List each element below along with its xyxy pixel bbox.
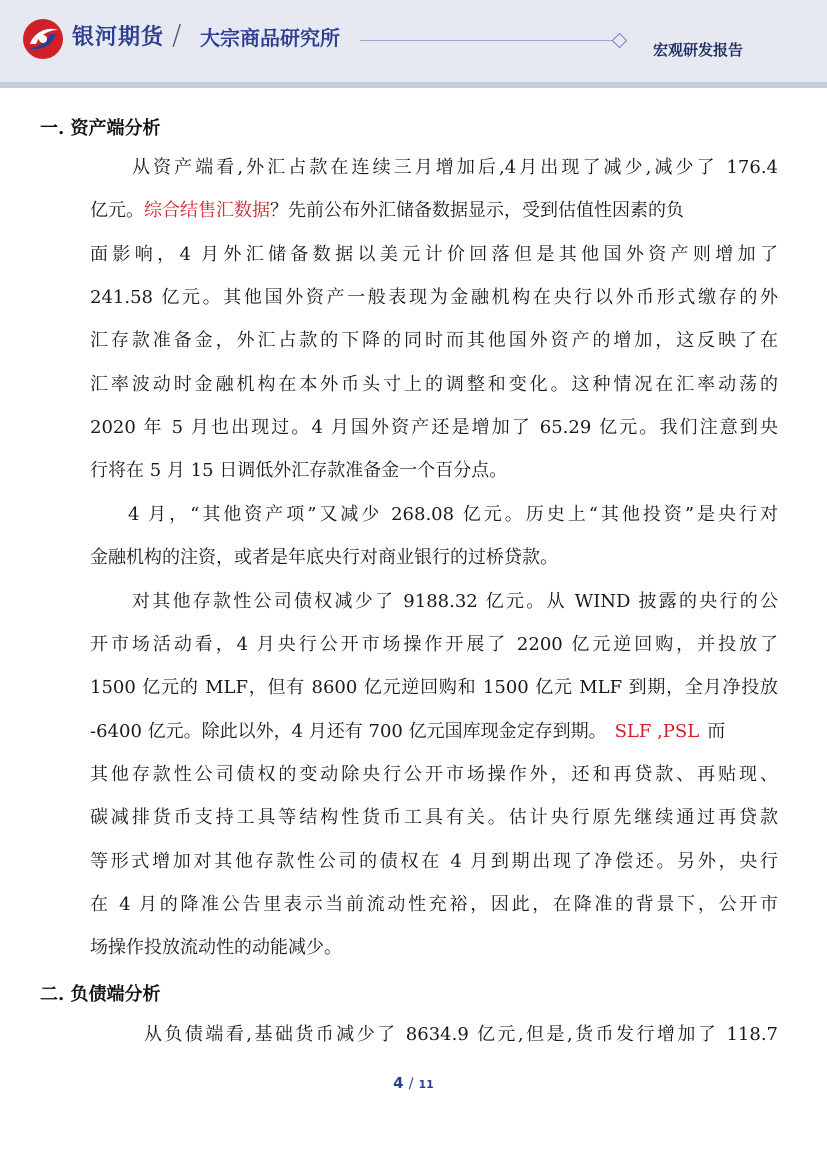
- highlight-term: SLF ,PSL: [614, 721, 700, 742]
- galaxy-futures-logo-icon: [22, 18, 64, 60]
- paragraph-line: 对其他存款性公司债权减少了 9188.32 亿元。从 WIND 披露的央行的公: [132, 591, 778, 612]
- institute-name: 大宗商品研究所: [200, 26, 340, 50]
- section-title-liabilities: 二. 负债端分析: [40, 984, 161, 1005]
- page-header: [0, 0, 827, 82]
- header-decor-line: [360, 40, 615, 41]
- paragraph-line: 面影响，4 月外汇储备数据以美元计价回落但是其他国外资产则增加了: [90, 244, 778, 265]
- paragraph-line: [90, 719, 778, 745]
- paragraph-line: 碳减排货币支持工具等结构性货币工具有关。估计央行原先继续通过再贷款: [90, 807, 778, 828]
- brand-name: 银河期货: [72, 25, 165, 50]
- diamond-icon: [612, 33, 628, 49]
- report-type: 宏观研发报告: [653, 41, 744, 59]
- section-title-assets: 一. 资产端分析: [40, 118, 161, 139]
- paragraph-line: 场操作投放流动性的动能减少。: [90, 937, 342, 958]
- highlight-term: 综合结售汇数据: [144, 200, 270, 221]
- text-span: -6400 亿元。除此以外，4 月还有 700 亿元国库现金定存到期。: [90, 721, 607, 742]
- current-page: 4: [393, 1074, 404, 1092]
- paragraph-line: 汇率波动时金融机构在本外币头寸上的调整和变化。这种情况在汇率动荡的: [90, 374, 778, 395]
- page-number: [0, 1073, 827, 1092]
- paragraph-line: 2020 年 5 月也出现过。4 月国外资产还是增加了 65.29 亿元。我们注意到央: [90, 417, 778, 438]
- text-span: 亿元。: [90, 200, 144, 221]
- paragraph-line: 等形式增加对其他存款性公司的债权在 4 月到期出现了净偿还。另外，央行: [90, 851, 778, 872]
- total-pages: 11: [418, 1078, 434, 1091]
- paragraph-line: 金融机构的注资，或者是年底央行对商业银行的过桥贷款。: [90, 547, 558, 568]
- paragraph-line: 从负债端看,基础货币减少了 8634.9 亿元,但是,货币发行增加了 118.7: [144, 1024, 778, 1045]
- paragraph-line: 241.58 亿元。其他国外资产一般表现为金融机构在央行以外币形式缴存的外: [90, 287, 778, 308]
- header-separator: /: [172, 18, 182, 51]
- text-span: ？先前公布外汇储备数据显示，受到估值性因素的负: [270, 200, 684, 221]
- paragraph-line: 汇存款准备金，外汇占款的下降的同时而其他国外资产的增加，这反映了在: [90, 330, 778, 351]
- paragraph-line: 4 月，“其他资产项”又减少 268.08 亿元。历史上“其他投资”是央行对: [128, 504, 778, 525]
- paragraph-line: 从资产端看,外汇占款在连续三月增加后,4月出现了减少,减少了 176.4: [132, 157, 778, 178]
- paragraph-line: 在 4 月的降准公告里表示当前流动性充裕，因此，在降准的背景下，公开市: [90, 894, 778, 915]
- paragraph-line: 其他存款性公司债权的变动除央行公开市场操作外，还和再贷款、再贴现、: [90, 764, 778, 785]
- page-separator: /: [408, 1076, 414, 1092]
- header-divider: [0, 82, 827, 88]
- paragraph-line: [90, 198, 778, 224]
- paragraph-line: 1500 亿元的 MLF，但有 8600 亿元逆回购和 1500 亿元 MLF 到期，全月净投放: [90, 677, 778, 698]
- text-span: 而: [707, 721, 726, 742]
- paragraph-line: 行将在 5 月 15 日调低外汇存款准备金一个百分点。: [90, 460, 508, 481]
- paragraph-line: 开市场活动看，4 月央行公开市场操作开展了 2200 亿元逆回购，并投放了: [90, 634, 778, 655]
